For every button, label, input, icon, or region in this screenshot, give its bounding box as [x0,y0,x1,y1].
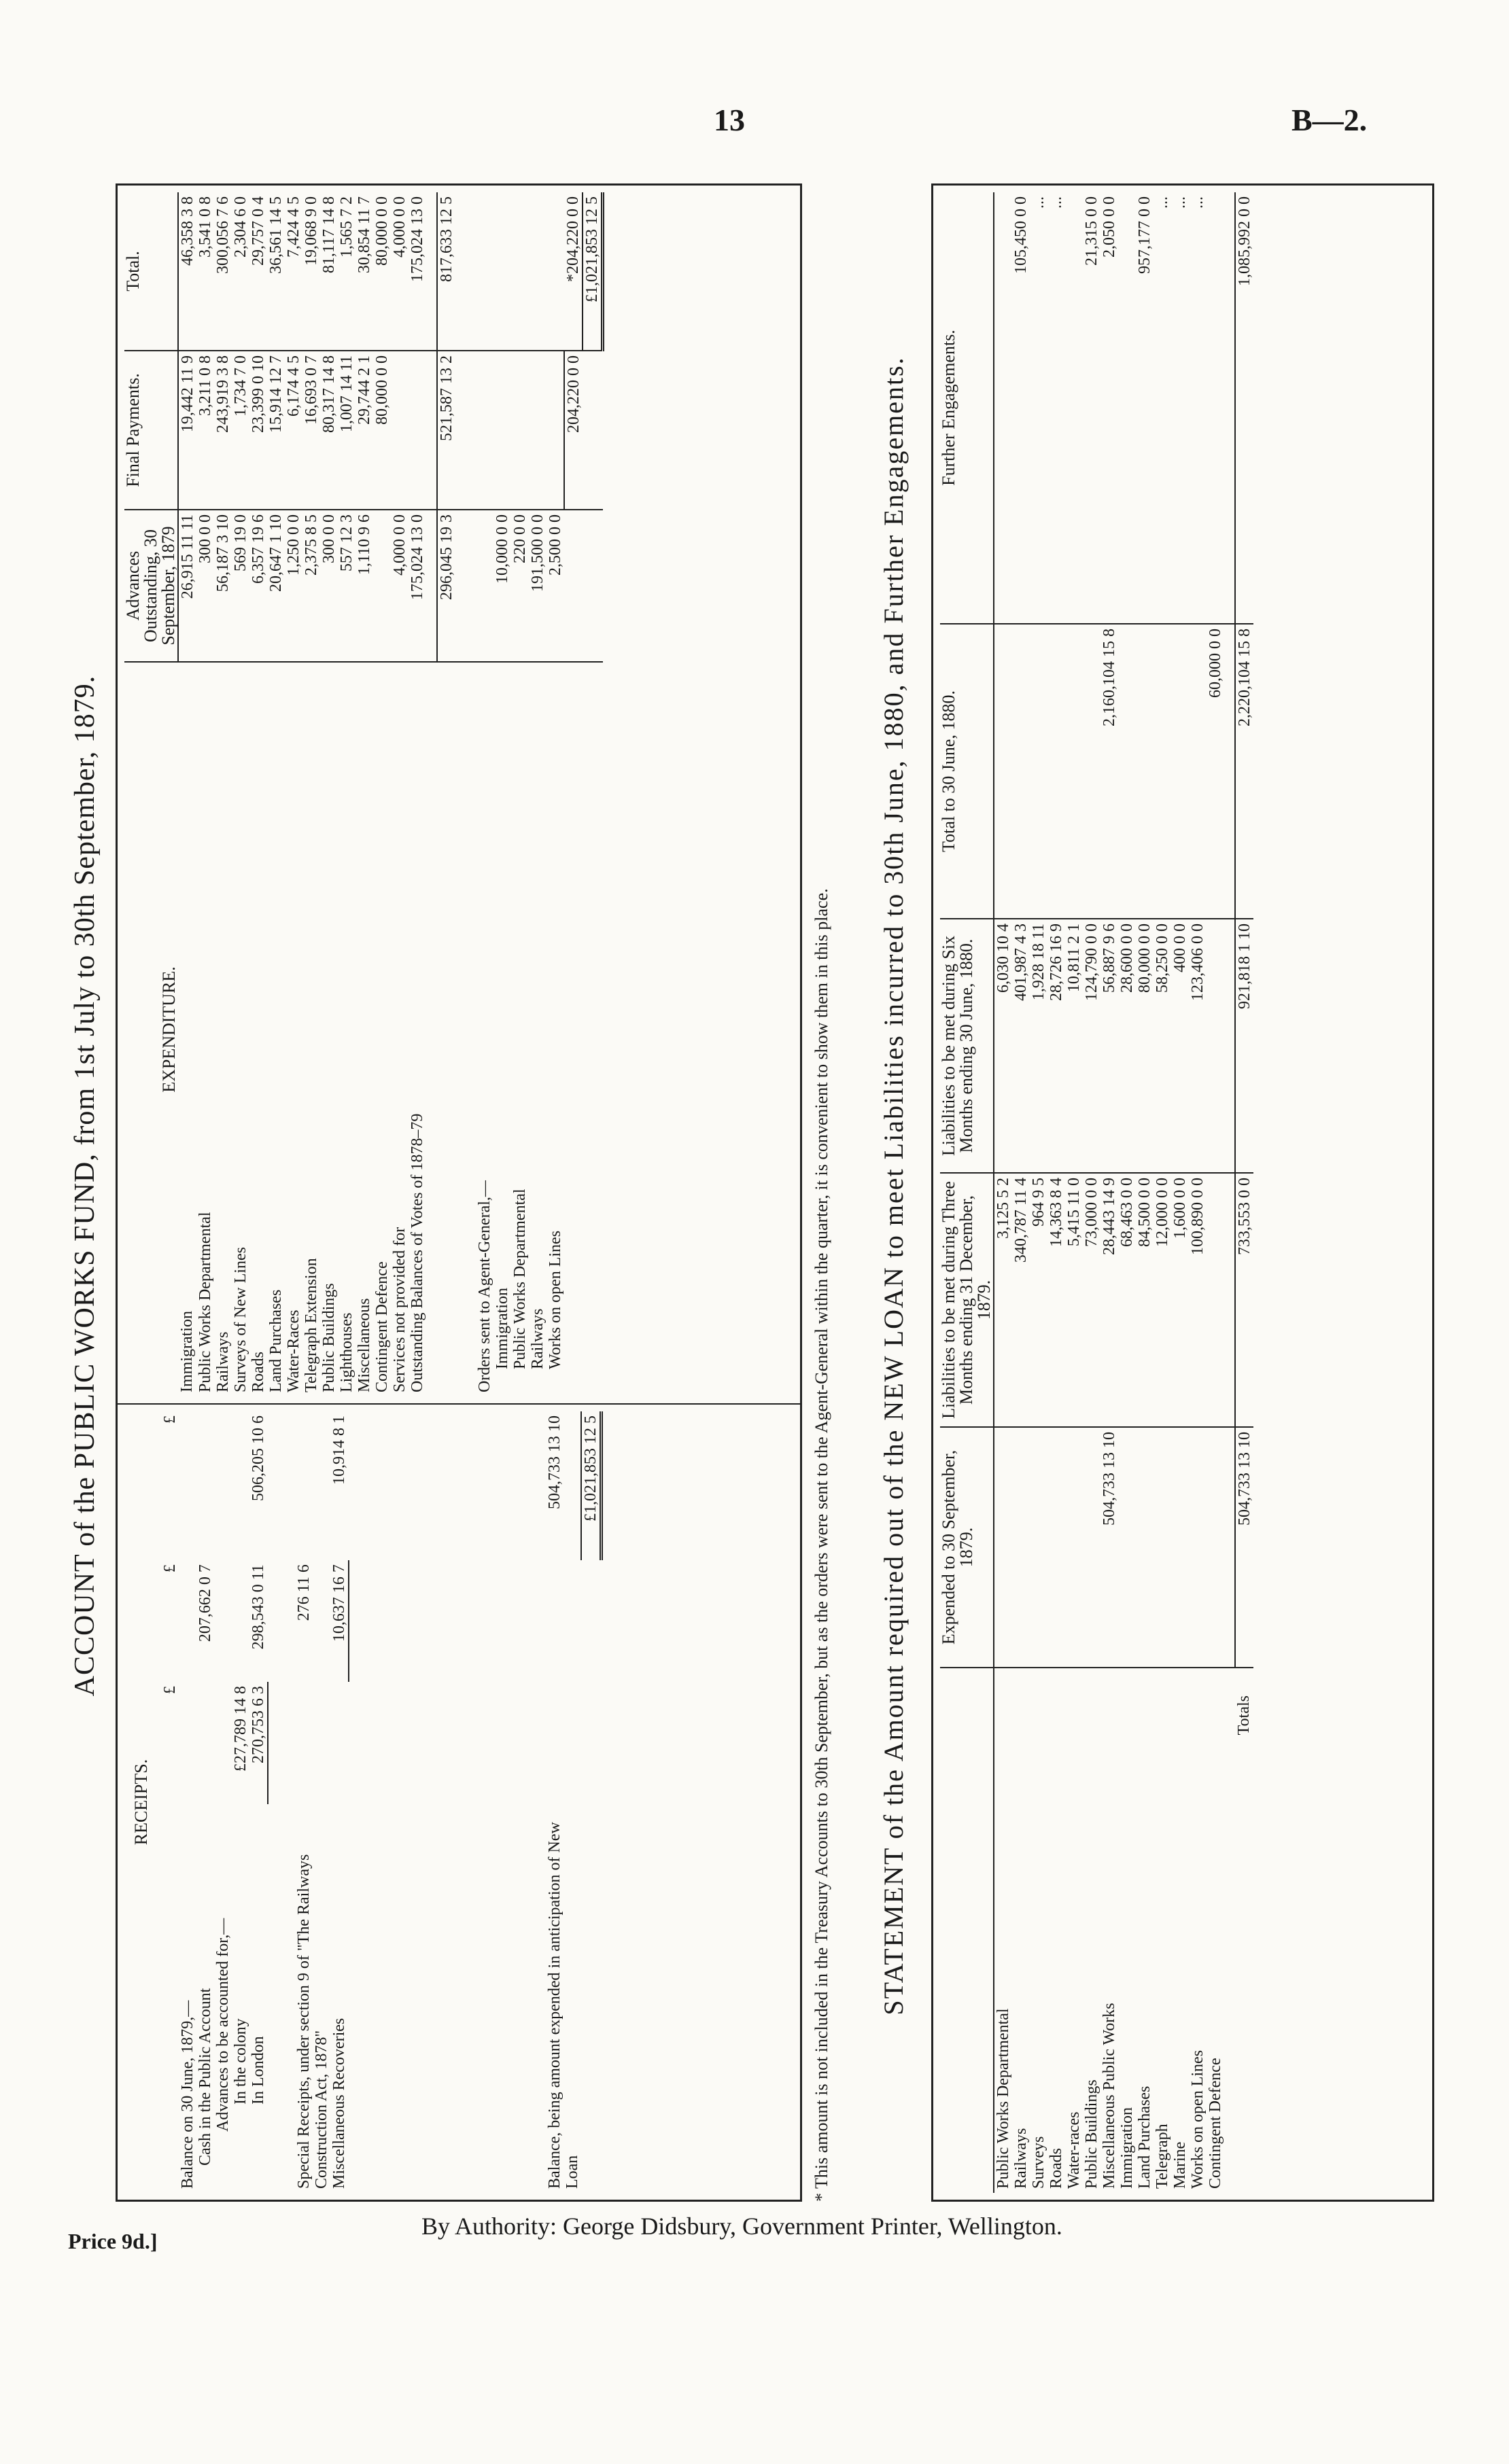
statement-row [1065,192,1083,2193]
expended-value [1154,1427,1171,1668]
expended-value [1083,1427,1100,1668]
orders-value: 191,500 0 0 [529,510,547,662]
final-payment-value: 15,914 12 7 [267,351,285,510]
money-col-header: £ [161,1686,179,1694]
receipts-grand-total: £1,021,853 12 5 [581,1411,602,1560]
three-months-col-header: Liabilities to be met during Three Months ending 31 December, 1879. [940,1173,994,1427]
expenditure-item: Contingent Defence [373,1261,391,1392]
cash-label: Cash in the Public Account [196,1988,214,2166]
further-value: 957,177 0 0 [1136,192,1154,624]
six-months-value: 10,811 2 1 [1065,919,1083,1173]
expenditure-row [409,192,426,1396]
total-value: 175,024 13 0 [409,192,426,351]
statement-row [1047,192,1065,2193]
total-june-col-header: Total to 30 June, 1880. [940,624,994,919]
total-june-value [1154,624,1171,919]
total-june-value: 60,000 0 0 [1207,624,1224,919]
total-value: 29,757 0 4 [249,192,267,351]
statement-item: Immigration [1118,2107,1136,2189]
further-value: ... [1047,192,1065,624]
expenditure-row [178,192,196,1396]
statement-item: Land Purchases [1136,2085,1154,2189]
total-col-header: Total. [124,192,178,351]
orders-item: Works on open Lines [547,1230,564,1369]
final-payment-value: 1,007 14 11 [338,351,355,510]
page-number: 13 [714,103,745,137]
totals-three: 733,553 0 0 [1235,1173,1253,1427]
further-col-header: Further Engagements. [940,192,994,624]
orders-value: 2,500 0 0 [547,510,564,662]
expended-value [1136,1427,1154,1668]
orders-total: *204,220 0 0 [564,192,583,351]
further-value: 21,315 0 0 [1083,192,1100,624]
advances-value: 1,110 9 6 [355,510,373,662]
final-subtotal: 521,587 13 2 [437,351,455,510]
six-months-value: 123,406 0 0 [1189,919,1207,1173]
expenditure-row [373,192,391,1396]
expenditure-row [249,192,267,1396]
expenditure-item: Roads [249,1352,267,1392]
statement-table-box [931,183,1434,2202]
total-value: 19,068 9 0 [302,192,320,351]
total-june-value [1030,624,1047,919]
final-payment-value: 1,734 7 0 [232,351,249,510]
london-label: In London [249,2036,267,2105]
three-months-value: 12,000 0 0 [1154,1173,1171,1427]
total-june-value [1136,624,1154,919]
statement-item: Miscellaneous Public Works [1100,2003,1118,2189]
expenditure-row [267,192,285,1396]
expenditure-item: Services not provided for [391,1227,409,1392]
printer-authority: By Authority: George Didsbury, Government Printer, Wellington. [421,2213,1062,2240]
orders-final-blank [493,351,511,510]
balance-loan-value: 504,733 13 10 [546,1415,563,1509]
three-months-value: 964 9 5 [1030,1173,1047,1427]
final-payment-value [391,351,409,510]
total-june-value: 2,160,104 15 8 [1100,624,1118,919]
three-months-value: 1,600 0 0 [1171,1173,1189,1427]
receipts-heading: RECEIPTS. [131,1759,151,1846]
expenditure-row [320,192,338,1396]
total-subtotal: 817,633 12 5 [437,192,455,351]
totals-label: Totals [1235,1695,1253,1736]
expended-value: 504,733 13 10 [1100,1427,1118,1668]
three-months-value: 3,125 5 2 [994,1173,1012,1427]
three-months-value: 5,415 11 0 [1065,1173,1083,1427]
statement-item: Water-races [1065,2111,1083,2189]
six-months-value: 1,928 18 11 [1030,919,1047,1173]
six-months-value: 6,030 10 4 [994,919,1012,1173]
statement-row [1154,192,1171,2193]
six-months-value: 80,000 0 0 [1136,919,1154,1173]
orders-value: 10,000 0 0 [493,510,511,662]
advances-value: 4,000 0 0 [391,510,409,662]
total-value: 46,358 3 8 [178,192,196,351]
page-reference: B—2. [1291,103,1368,137]
statement-row [1100,192,1118,2193]
expenditure-item: Public Works Departmental [196,1212,214,1392]
six-months-col-header: Liabilities to be met during Six Months ending 30 June, 1880. [940,919,994,1173]
orders-row [529,192,547,1396]
orders-item: Public Works Departmental [511,1189,529,1369]
further-value: ... [1171,192,1189,624]
expenditure-item: Public Buildings [320,1283,338,1392]
expenditure-item: Immigration [178,1311,196,1392]
orders-row [493,192,511,1396]
expenditure-row [196,192,214,1396]
total-value: 80,000 0 0 [373,192,391,351]
expended-value [1065,1427,1083,1668]
total-value: 4,000 0 0 [391,192,409,351]
special-receipts-value: 276 11 6 [295,1564,313,1621]
total-value: 36,561 14 5 [267,192,285,351]
orders-total-blank [547,192,564,351]
orders-total-blank [493,192,511,351]
total-value: 3,541 0 8 [196,192,214,351]
account-title: ACCOUNT of the PUBLIC WORKS FUND, from 1st July to 30th September, 1879. [69,675,101,1697]
three-months-value: 100,890 0 0 [1189,1173,1207,1427]
advances-label: Advances to be accounted for,— [214,1918,232,2132]
statement-item: Telegraph [1154,2124,1171,2189]
further-value [1118,192,1136,624]
total-june-value [1083,624,1100,919]
final-payment-value: 19,442 11 9 [178,351,196,510]
expenditure-item: Miscellaneous [355,1298,373,1392]
totals-expended: 504,733 13 10 [1235,1427,1253,1668]
balance-total: 506,205 10 6 [249,1415,267,1501]
advances-value: 569 19 0 [232,510,249,662]
expended-value [1171,1427,1189,1668]
six-months-value: 124,790 0 0 [1083,919,1100,1173]
final-payment-value: 243,919 3 8 [214,351,232,510]
total-june-value [1012,624,1030,919]
expended-value [1207,1427,1224,1668]
footnote: * This amount is not included in the Treasury Accounts to 30th September, but as the orders were sent to the Agent-General within the quarter, it is convenient to show them in this place. [812,888,831,2202]
further-value [994,192,1012,624]
money-col-header: £ [161,1415,179,1424]
expended-value [1118,1427,1136,1668]
three-months-value: 28,443 14 9 [1100,1173,1118,1427]
london-value: 270,753 6 3 [249,1682,268,1804]
balance-loan-label: Balance, being amount expended in anticipation of New Loan [546,1822,581,2189]
final-col-header: Final Payments. [124,351,178,510]
expended-value [1030,1427,1047,1668]
total-value: 2,304 6 0 [232,192,249,351]
statement-item: Roads [1047,2148,1065,2189]
three-months-value: 340,787 11 4 [1012,1173,1030,1427]
orders-final: 204,220 0 0 [564,351,583,510]
further-value: 2,050 0 0 [1100,192,1118,624]
advances-value: 20,647 1 10 [267,510,285,662]
account-table [116,183,802,2202]
final-payment-value: 80,000 0 0 [373,351,391,510]
statement-item: Surveys [1030,2136,1047,2189]
final-payment-value: 23,399 0 10 [249,351,267,510]
orders-value: 220 0 0 [511,510,529,662]
three-months-value: 84,500 0 0 [1136,1173,1154,1427]
expenditure-row [302,192,320,1396]
statement-item: Marine [1171,2141,1189,2189]
statement-row [1136,192,1154,2193]
expenditure-item: Railways [214,1331,232,1392]
total-june-value [1047,624,1065,919]
expenditure-heading: EXPENDITURE. [159,966,179,1093]
further-value: ... [1030,192,1047,624]
six-months-value: 401,987 4 3 [1012,919,1030,1173]
six-months-value [1207,919,1224,1173]
account-section [54,170,843,2202]
expenditure-item: Surveys of New Lines [232,1247,249,1392]
final-payment-value: 6,174 4 5 [285,351,302,510]
expended-value [994,1427,1012,1668]
expenditure-row [355,192,373,1396]
misc-recoveries-label: Miscellaneous Recoveries [330,2018,348,2189]
six-months-value: 28,726 16 9 [1047,919,1065,1173]
totals-june: 2,220,104 15 8 [1235,624,1253,919]
cash-value: 207,662 0 7 [196,1564,214,1642]
statement-row [1171,192,1189,2193]
expenditure-item: Water-Races [285,1309,302,1392]
final-payment-value: 80,317 14 8 [320,351,338,510]
orders-total-blank [511,192,529,351]
expended-value [1189,1427,1207,1668]
orders-row [511,192,529,1396]
total-value: 1,565 7 2 [338,192,355,351]
six-months-value: 58,250 0 0 [1154,919,1171,1173]
statement-row [1012,192,1030,2193]
advances-value: 300 0 0 [320,510,338,662]
money-col-header: £ [161,1564,179,1573]
total-june-value [1118,624,1136,919]
further-value: ... [1189,192,1207,624]
expenditure-row [214,192,232,1396]
further-value [1065,192,1083,624]
misc-total: 10,914 8 1 [330,1415,348,1485]
orders-total-blank [529,192,547,351]
special-receipts-label: Special Receipts, under section 9 of "The Railways Construction Act, 1878" [295,1854,330,2189]
further-value: ... [1154,192,1171,624]
three-months-value: 14,363 8 4 [1047,1173,1065,1427]
expended-col-header: Expended to 30 September, 1879. [940,1427,994,1668]
expenditure-panel [118,186,800,1405]
total-june-value [1171,624,1189,919]
expenditure-row [338,192,355,1396]
total-june-value [994,624,1012,919]
three-months-value [1207,1173,1224,1427]
total-value: 7,424 4 5 [285,192,302,351]
statement-row [994,192,1012,2193]
orders-item: Immigration [493,1288,511,1369]
statement-item: Railways [1012,2128,1030,2189]
final-payment-value [409,351,426,510]
expended-value [1047,1427,1065,1668]
total-value: 300,056 7 6 [214,192,232,351]
advances-value: 557 12 3 [338,510,355,662]
statement-item: Contingent Defence [1207,2058,1224,2189]
total-june-value [1189,624,1207,919]
expenditure-table [124,192,604,1396]
statement-section [856,170,1455,2202]
total-value: 30,854 11 7 [355,192,373,351]
advances-value: 2,375 8 5 [302,510,320,662]
total-value: 81,117 14 8 [320,192,338,351]
three-months-value: 73,000 0 0 [1083,1173,1100,1427]
advances-total: 298,543 0 11 [249,1564,267,1650]
total-june-value [1065,624,1083,919]
colony-label: In the colony [232,2018,249,2105]
final-payment-value: 29,744 2 1 [355,351,373,510]
expenditure-row [232,192,249,1396]
adv-col-header: Advances Outstanding, 30 September, 1879 [124,510,178,662]
statement-row [1207,192,1224,2193]
orders-label: Orders sent to Agent-General,— [476,1180,493,1392]
orders-row [547,192,564,1396]
expenditure-item: Land Purchases [267,1289,285,1392]
final-payment-value: 3,211 0 8 [196,351,214,510]
advances-value: 56,187 3 10 [214,510,232,662]
statement-row [1189,192,1207,2193]
orders-final-blank [547,351,564,510]
expenditure-item: Outstanding Balances of Votes of 1878–79 [409,1113,426,1392]
statement-title: STATEMENT of the Amount required out of the NEW LOAN to meet Liabilities incurred to 30th June, 1880, and Further Engagements. [878,356,909,2016]
expenditure-grand-total: £1,021,853 12 5 [583,192,603,351]
statement-item: Public Works Departmental [994,2008,1012,2189]
balance-label: Balance on 30 June, 1879,— [179,2000,196,2189]
six-months-value: 28,600 0 0 [1118,919,1136,1173]
orders-final-blank [511,351,529,510]
advances-value: 175,024 13 0 [409,510,426,662]
statement-table [940,192,1253,2193]
expenditure-row [391,192,409,1396]
statement-row [1083,192,1100,2193]
further-value: 105,450 0 0 [1012,192,1030,624]
six-months-value: 56,887 9 6 [1100,919,1118,1173]
colony-value: £27,789 14 8 [232,1686,249,1772]
adv-subtotal: 296,045 19 3 [437,510,455,662]
expenditure-item: Lighthouses [338,1312,355,1392]
expenditure-item: Telegraph Extension [302,1258,320,1392]
misc-recoveries-value: 10,637 16 7 [330,1560,349,1682]
advances-value: 1,250 0 0 [285,510,302,662]
advances-value: 6,357 19 6 [249,510,267,662]
advances-value: 300 0 0 [196,510,214,662]
six-months-value: 400 0 0 [1171,919,1189,1173]
orders-final-blank [529,351,547,510]
price-note: Price 9d.] [68,2229,158,2253]
totals-further: 1,085,992 0 0 [1235,192,1253,624]
advances-value [373,510,391,662]
statement-item: Works on open Lines [1189,2049,1207,2189]
receipts-table [161,1411,603,2193]
receipts-panel [118,1405,800,2200]
orders-item: Railways [529,1308,547,1369]
totals-six: 921,818 1 10 [1235,919,1253,1173]
expenditure-row [285,192,302,1396]
statement-row [1030,192,1047,2193]
final-payment-value: 16,693 0 7 [302,351,320,510]
three-months-value: 68,463 0 0 [1118,1173,1136,1427]
expended-value [1012,1427,1030,1668]
further-value [1207,192,1224,624]
statement-row [1118,192,1136,2193]
statement-item: Public Buildings [1083,2079,1100,2189]
advances-value: 26,915 11 11 [178,510,196,662]
